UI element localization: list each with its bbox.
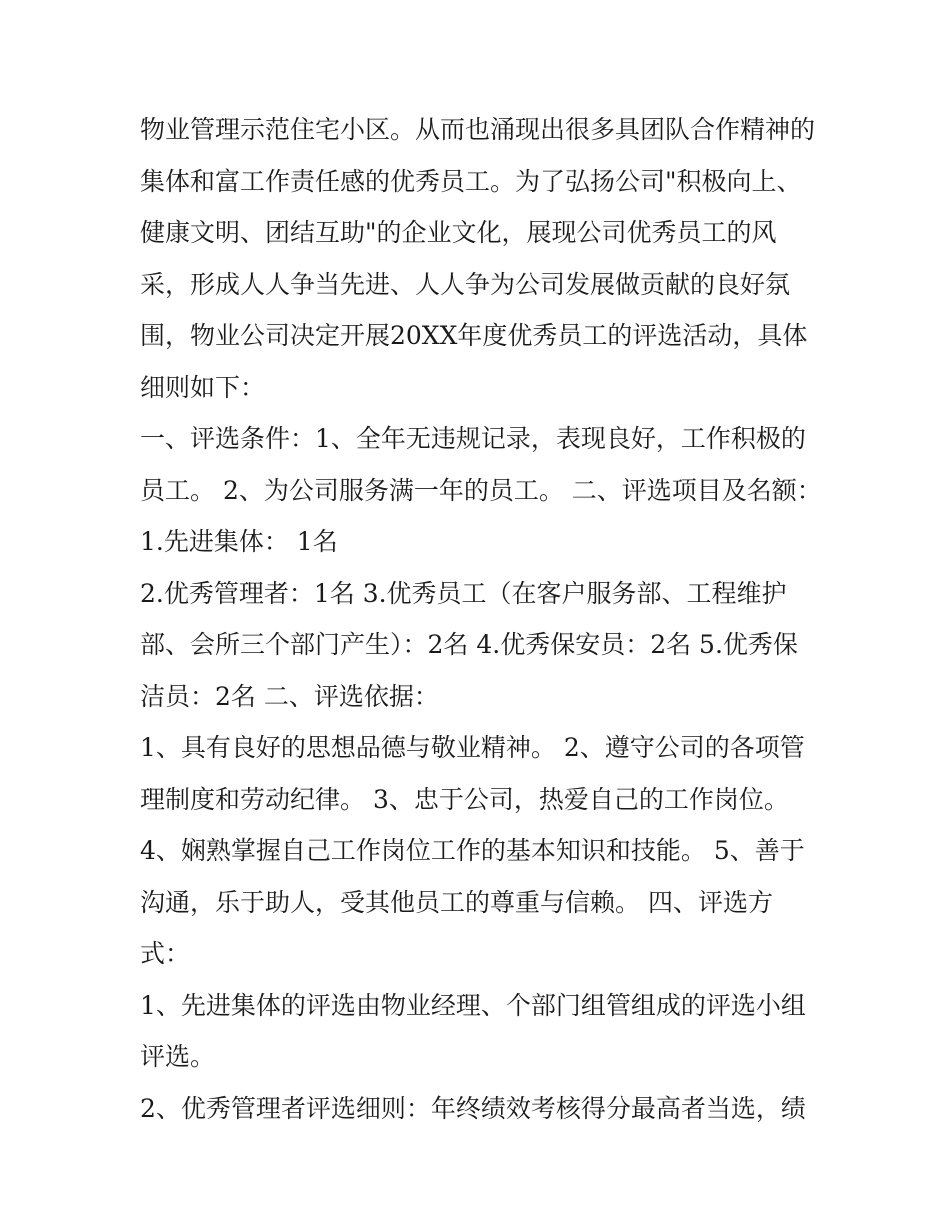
text-line: 洁员：2名 二、评选依据：	[140, 681, 439, 711]
text-line: 部、会所三个部门产生）：2名 4.优秀保安员：2名 5.优秀保	[140, 630, 798, 659]
text-line: 健康文明、团结互助"的企业文化，展现公司优秀员工的风	[140, 218, 777, 247]
text-line: 评选。	[140, 1042, 216, 1071]
text-line: 细则如下：	[140, 372, 266, 402]
text-line: 4、娴熟掌握自己工作岗位工作的基本知识和技能。 5、善于	[140, 836, 805, 865]
text-line: 沟通，乐于助人，受其他员工的尊重与信赖。 四、评选方	[140, 887, 773, 917]
text-line: 式：	[140, 939, 191, 968]
text-line: 物业管理示范住宅小区。从而也涌现出很多具团队合作精神的	[140, 115, 816, 144]
text-line: 集体和富工作责任感的优秀员工。为了弘扬公司"积极向上、	[140, 166, 802, 196]
text-line: 1、具有良好的思想品德与敬业精神。 2、遵守公司的各项管	[140, 733, 805, 762]
text-line: 围，物业公司决定开展20XX年度优秀员工的评选活动，具体	[140, 321, 808, 350]
text-line: 2、优秀管理者评选细则：年终绩效考核得分最高者当选，绩	[140, 1093, 806, 1123]
text-line: 采，形成人人争当先进、人人争为公司发展做贡献的良好氛	[140, 269, 791, 299]
text-line: 员工。 2、为公司服务满一年的员工。 二、评选项目及名额：	[140, 475, 822, 505]
text-line: 一、评选条件：1、全年无违规记录，表现良好，工作积极的	[140, 424, 806, 453]
text-line: 2.优秀管理者：1名 3.优秀员工（在客户服务部、工程维护	[140, 578, 787, 608]
text-line: 1.先进集体： 1名	[140, 527, 338, 556]
body-text	[140, 104, 840, 1134]
text-line: 理制度和劳动纪律。 3、忠于公司，热爱自己的工作岗位。	[140, 784, 789, 814]
text-line: 1、先进集体的评选由物业经理、个部门组管组成的评选小组	[140, 990, 806, 1020]
